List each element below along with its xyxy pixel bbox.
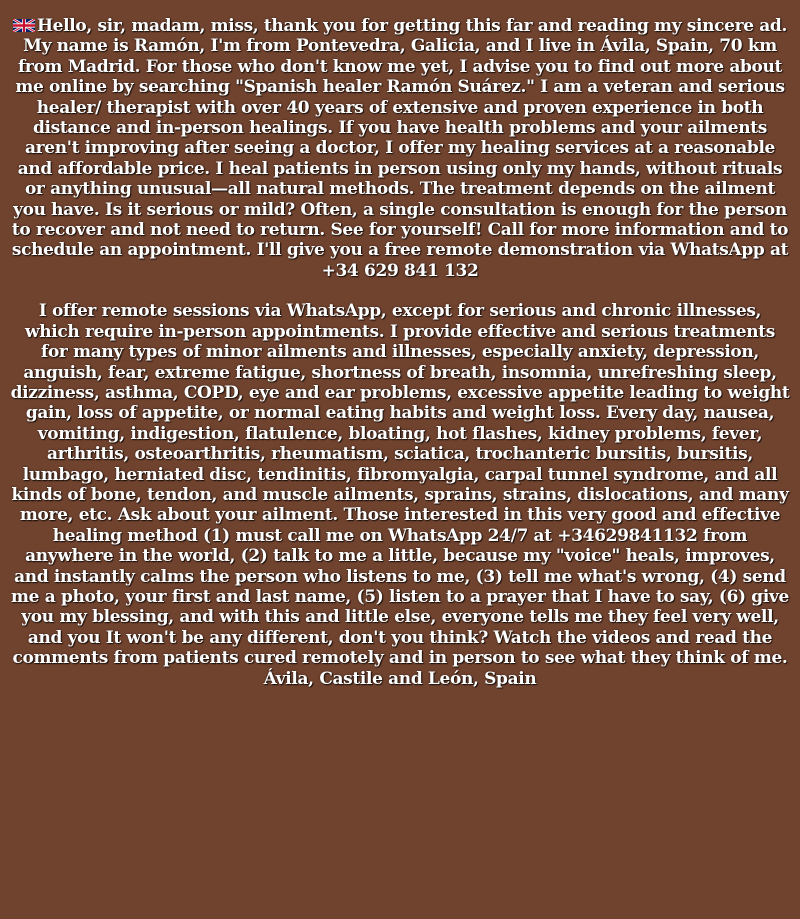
ad-paragraph-1-text: Hello, sir, madam, miss, thank you for getting this far and reading my sincere ad. My name is Ramón, I'm from Pontevedra, Galicia, and I live in Ávila, Spain, 70 km from Madrid. For those who don't know me yet, I advise you to find out more about me online by searching "Spanish healer Ramón Suárez." I am a veteran and serious healer/ therapist with over 40 years of extensive and proven experience in both distance and in-person healings. If you have health problems and your ailments aren't improving after seeing a doctor, I offer my healing services at a reasonable and affordable price. I heal patients in person using only my hands, without rituals or anything unusual—all natural methods. The treatment depends on the ailment you have. Is it serious or mild? Often, a single consultation is enough for the person to recover and not need to return. See for yourself! Call for more information and to schedule an appointment. I'll give you a free remote demonstration via WhatsApp at +34 629 841 132: [11, 16, 789, 281]
ad-paragraph-intro: [10, 16, 790, 281]
ad-paragraph-services: I offer remote sessions via WhatsApp, except for serious and chronic illnesses, which require in-person appointments. I provide effective and serious treatments for many types of minor ailments and illnesses, especially anxiety, depression, anguish, fear, extreme fatigue, shortness of breath, insomnia, unrefreshing sleep, dizziness, asthma, COPD, eye and ear problems, excessive appetite leading to weight gain, loss of appetite, or normal eating habits and weight loss. Every day, nausea, vomiting, indigestion, flatulence, bloating, hot flashes, kidney problems, fever, arthritis, osteoarthritis, rheumatism, sciatica, trochanteric bursitis, bursitis, lumbago, herniated disc, tendinitis, fibromyalgia, carpal tunnel syndrome, and all kinds of bone, tendon, and muscle ailments, sprains, strains, dislocations, and many more, etc. Ask about your ailment. Those interested in this very good and effective healing method (1) must call me on WhatsApp 24/7 at +34629841132 from anywhere in the world, (2) talk to me a little, because my "voice" heals, improves, and instantly calms the person who listens to me, (3) tell me what's wrong, (4) send me a photo, your first and last name, (5) listen to a prayer that I have to say, (6) give you my blessing, and with this and little else, everyone tells me they feel very well, and you It won't be any different, don't you think? Watch the videos and read the comments from patients cured remotely and in person to see what they think of me. Ávila, Castile and León, Spain: [10, 301, 790, 689]
uk-flag-icon: [13, 19, 35, 32]
